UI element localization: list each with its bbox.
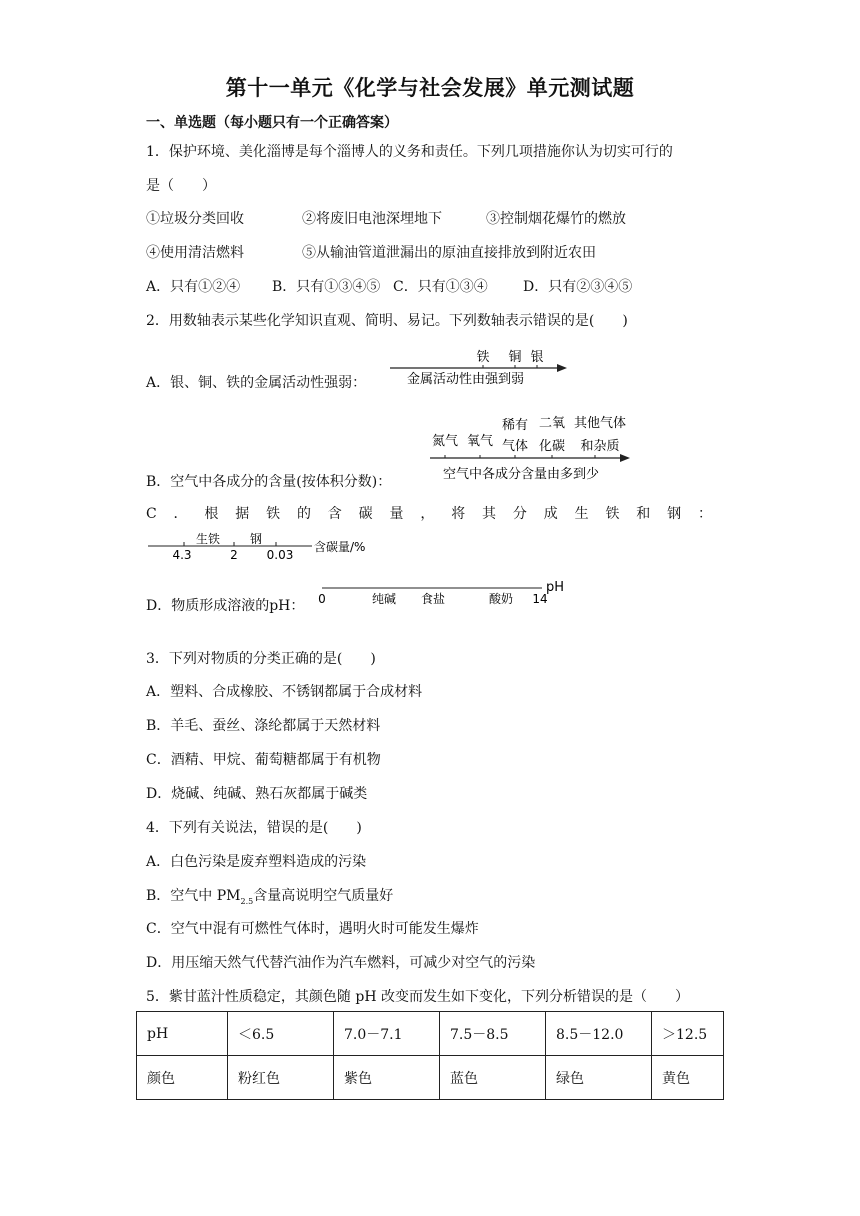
label-steel: 钢 xyxy=(249,532,263,546)
label-nitrogen: 氮气 xyxy=(431,434,459,449)
q4-option-a: A．白色污染是废弃塑料造成的污染 xyxy=(146,854,367,870)
q4-b-suffix: 含量高说明空气质量好 xyxy=(253,888,394,904)
q1-stem-line1: 1．保护环境、美化淄博是每个淄博人的义务和责任。下列几项措施你认为切实可行的 xyxy=(146,144,673,160)
q5-stem: 5．紫甘蓝汁性质稳定，其颜色随 pH 改变而发生如下变化，下列分析错误的是（ ） xyxy=(146,989,689,1005)
q4-option-c: C．空气中混有可燃性气体时，遇明火时可能发生爆炸 xyxy=(146,921,479,937)
table-cell: 粉红色 xyxy=(228,1056,334,1100)
q1-item-2: ②将废旧电池深埋地下 xyxy=(302,211,442,227)
q3-option-c: C．酒精、甲烷、葡萄糖都属于有机物 xyxy=(146,752,381,768)
q3-option-b: B．羊毛、蚕丝、涤纶都属于天然材料 xyxy=(146,718,381,734)
table-cell: ＜6.5 xyxy=(228,1012,334,1056)
table-cell: 蓝色 xyxy=(440,1056,546,1100)
num-4-3: 4.3 xyxy=(172,548,192,562)
q3-option-a: A．塑料、合成橡胶、不锈钢都属于合成材料 xyxy=(146,684,423,700)
table-cell: 紫色 xyxy=(334,1056,440,1100)
label-yogurt: 酸奶 xyxy=(488,592,514,606)
q1-item-5: ⑤从输油管道泄漏出的原油直接排放到附近农田 xyxy=(302,245,596,261)
label-rare-gas-1: 稀有 xyxy=(501,418,529,433)
q1-stem-line2: 是（ ） xyxy=(146,178,216,194)
q2-option-b: B．空气中各成分的含量(按体积分数)： xyxy=(146,474,392,490)
q1-item-3: ③控制烟花爆竹的燃放 xyxy=(486,211,626,227)
q4-b-prefix: B．空气中 PM xyxy=(146,888,241,904)
label-iron: 铁 xyxy=(476,350,490,365)
page-title: 第十一单元《化学与社会发展》单元测试题 xyxy=(225,76,635,100)
q2-option-d: D．物质形成溶液的pH： xyxy=(146,598,305,614)
table-cell: 绿色 xyxy=(546,1056,652,1100)
num-2: 2 xyxy=(230,548,238,562)
q3-option-d: D．烧碱、纯碱、熟石灰都属于碱类 xyxy=(146,786,368,802)
label-co2-1: 二氧 xyxy=(538,416,566,431)
table-cell: 7.5－8.5 xyxy=(440,1012,546,1056)
q2-stem: 2．用数轴表示某些化学知识直观、简明、易记。下列数轴表示错误的是( ) xyxy=(146,313,628,329)
axis-caption-carbon: 含碳量/% xyxy=(314,540,366,554)
q1-item-4: ④使用清洁燃料 xyxy=(146,245,244,261)
label-rare-gas-2: 气体 xyxy=(501,439,529,454)
q1-option-b: B．只有①③④⑤ xyxy=(272,279,381,295)
carbon-content-number-line xyxy=(146,528,386,562)
num-0-03: 0.03 xyxy=(266,548,294,562)
air-composition-number-line xyxy=(425,410,635,486)
label-silver: 银 xyxy=(530,350,544,365)
cabbage-color-table xyxy=(136,1011,724,1100)
table-row xyxy=(137,1056,724,1100)
label-other-gas-2: 和杂质 xyxy=(580,439,620,454)
table-row xyxy=(137,1012,724,1056)
q4-stem: 4．下列有关说法，错误的是( ) xyxy=(146,820,362,836)
ph-zero: 0 xyxy=(318,592,326,606)
label-oxygen: 氧气 xyxy=(466,434,494,449)
metal-activity-number-line xyxy=(385,346,575,386)
axis-caption-metal: 金属活动性由强到弱 xyxy=(407,372,525,386)
table-cell: 8.5－12.0 xyxy=(546,1012,652,1056)
label-pig-iron: 生铁 xyxy=(195,532,221,546)
q3-stem: 3．下列对物质的分类正确的是( ) xyxy=(146,651,376,667)
table-cell: 颜色 xyxy=(137,1056,228,1100)
ph-fourteen: 14 xyxy=(532,592,548,606)
ph-number-line xyxy=(312,575,572,611)
section-heading: 一、单选题（每小题只有一个正确答案） xyxy=(146,115,398,131)
table-cell: ＞12.5 xyxy=(652,1012,724,1056)
label-copper: 铜 xyxy=(508,350,522,365)
table-cell: 黄色 xyxy=(652,1056,724,1100)
axis-caption-air: 空气中各成分含量由多到少 xyxy=(443,467,600,482)
ph-axis-label: pH xyxy=(546,580,565,595)
q4-b-subscript: 2.5 xyxy=(240,896,254,906)
q2-option-c: C．根据铁的含碳量，将其分成生铁和钢： xyxy=(146,506,712,522)
table-cell: 7.0－7.1 xyxy=(334,1012,440,1056)
table-cell: pH xyxy=(137,1012,228,1056)
q2-option-a: A．银、铜、铁的金属活动性强弱： xyxy=(146,375,367,391)
label-salt: 食盐 xyxy=(420,592,446,606)
q1-option-d: D．只有②③④⑤ xyxy=(523,279,633,295)
q1-option-a: A．只有①②④ xyxy=(146,279,241,295)
q4-option-d: D．用压缩天然气代替汽油作为汽车燃料，可减少对空气的污染 xyxy=(146,955,536,971)
q1-item-1: ①垃圾分类回收 xyxy=(146,211,244,227)
q4-option-b xyxy=(146,885,393,906)
q1-option-c: C．只有①③④ xyxy=(393,279,488,295)
label-co2-2: 化碳 xyxy=(538,439,566,454)
label-other-gas-1: 其他气体 xyxy=(573,416,627,431)
label-soda-ash: 纯碱 xyxy=(371,592,397,606)
